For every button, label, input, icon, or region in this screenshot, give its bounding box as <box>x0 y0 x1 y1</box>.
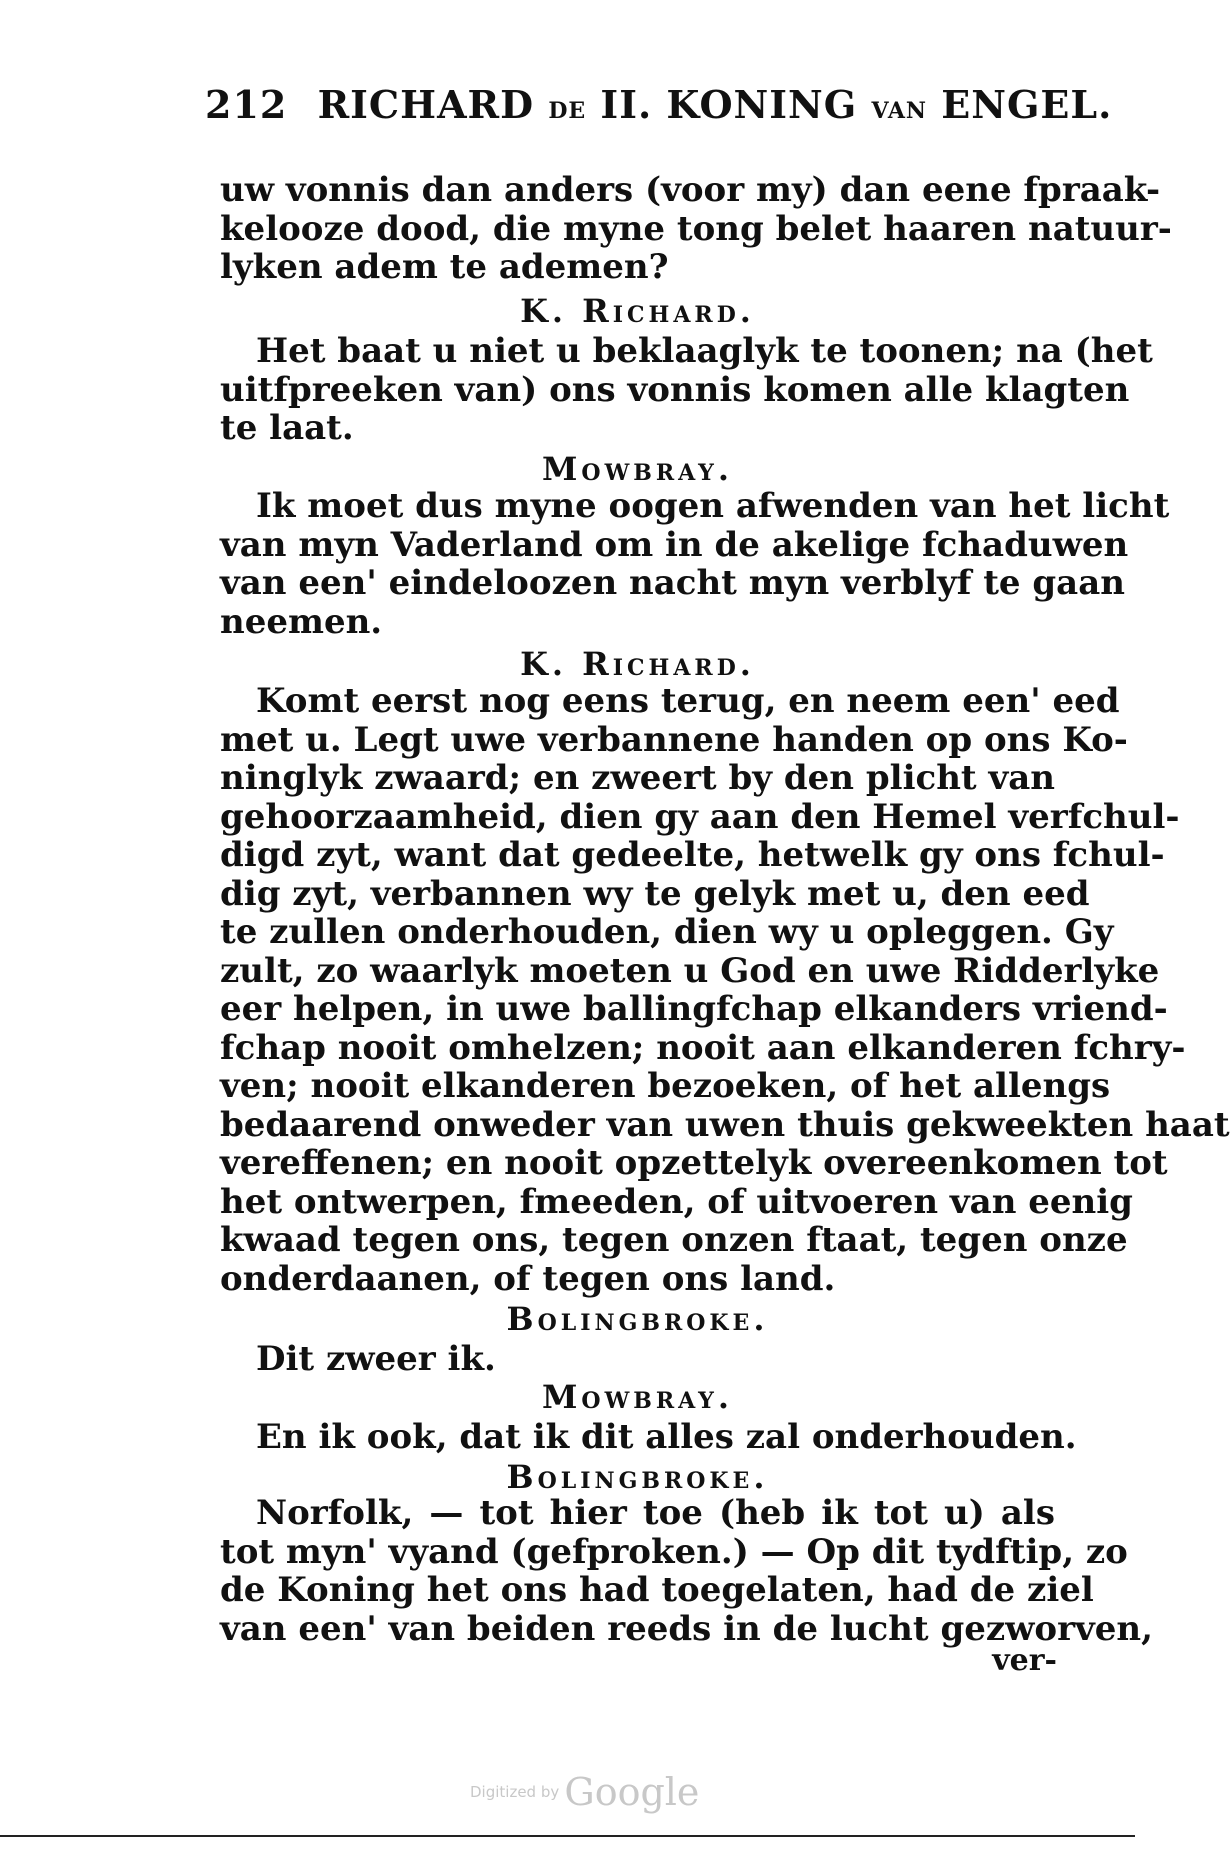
text-line: vereffenen; en nooit opzettelyk overeenkomen tot <box>220 1143 1168 1183</box>
text-line: kelooze dood, die myne tong belet haaren natuur- <box>220 208 1172 249</box>
text-line: Dit zweer ik. <box>256 1339 496 1379</box>
speaker-k-richard <box>220 292 1055 331</box>
speech-paragraph-2 <box>220 331 1153 448</box>
speaker-mowbray <box>220 1378 1055 1417</box>
speaker-bolingbroke <box>220 1300 1055 1339</box>
speech-paragraph-5 <box>220 1340 1055 1379</box>
text-line: bedaarend onweder van uwen thuis gekweekten haat <box>220 1104 1230 1145</box>
header-title-engel: ENGEL. <box>941 82 1113 127</box>
text-line: van een' eindeloozen nacht myn verblyf te gaan <box>220 563 1125 603</box>
text-line: Komt eerst nog eens terug, en neem een' eed <box>256 681 1120 721</box>
header-title-richard: RICHARD <box>317 82 535 127</box>
text-line: met u. Legt uwe verbannene handen op ons Ko- <box>220 719 1128 760</box>
text-line: kwaad tegen ons, tegen onzen ftaat, tegen onze <box>220 1220 1128 1260</box>
catchword: ver- <box>992 1643 1057 1678</box>
running-header <box>205 82 1113 130</box>
speaker-label: K. Richard. <box>520 292 755 330</box>
text-line: tot myn' vyand (gefproken.) — Op dit tydftip, zo <box>220 1531 1128 1572</box>
speaker-label: Mowbray. <box>542 1378 733 1416</box>
speech-paragraph-1 <box>220 170 1172 287</box>
text-line: van een' van beiden reeds in de lucht gezworven, <box>220 1608 1153 1649</box>
google-logo: Google <box>564 1770 700 1814</box>
text-line: zult, zo waarlyk moeten u God en uwe Ridderlyke <box>220 950 1160 991</box>
header-title-koning: II. KONING <box>600 82 858 127</box>
text-line: te laat. <box>220 408 354 448</box>
speaker-mowbray <box>220 450 1055 489</box>
text-line: Het baat u niet u beklaaglyk te toonen; na (het <box>256 331 1153 371</box>
speaker-label: Bolingbroke. <box>506 1458 769 1496</box>
page-number: 212 <box>205 82 288 127</box>
digitized-by-google-watermark <box>470 1770 699 1814</box>
speaker-label: K. Richard. <box>520 645 755 683</box>
text-line: fchap nooit omhelzen; nooit aan elkanderen fchry- <box>220 1027 1186 1068</box>
speech-paragraph-7 <box>220 1493 1153 1649</box>
text-line: van myn Vaderland om in de akelige fchaduwen <box>220 524 1129 565</box>
speaker-k-richard <box>220 645 1055 684</box>
text-line: neemen. <box>220 601 383 642</box>
header-title-van: VAN <box>871 98 928 124</box>
text-line: digd zyt, want dat gedeelte, hetwelk gy ons fchul- <box>220 835 1165 875</box>
text-line: uw vonnis dan anders (voor my) dan eene fpraak- <box>220 170 1161 210</box>
page-bottom-edge <box>0 1835 1135 1837</box>
text-line: Norfolk, — tot hier toe (heb ik tot u) als <box>256 1493 1055 1533</box>
text-line: gehoorzaamheid, dien gy aan den Hemel verfchul- <box>220 796 1180 837</box>
speech-paragraph-6 <box>220 1417 1077 1457</box>
text-line: uitfpreeken van) ons vonnis komen alle klagten <box>220 369 1130 410</box>
speaker-bolingbroke <box>220 1458 1055 1497</box>
text-line: te zullen onderhouden, dien wy u opleggen. Gy <box>220 912 1114 952</box>
speech-paragraph-4 <box>220 681 1230 1299</box>
speech-paragraph-3 <box>220 486 1170 642</box>
speaker-label: Bolingbroke. <box>506 1300 769 1338</box>
text-line: de Koning het ons had toegelaten, had de ziel <box>220 1570 1094 1610</box>
text-line: Ik moet dus myne oogen afwenden van het licht <box>256 486 1170 526</box>
watermark-prefix: Digitized by <box>470 1783 560 1801</box>
text-line: lyken adem te ademen? <box>220 247 669 287</box>
header-title-de: DE <box>548 98 587 124</box>
speaker-label: Mowbray. <box>542 450 733 488</box>
text-line: ninglyk zwaard; en zweert by den plicht van <box>220 758 1055 798</box>
text-line: En ik ook, dat ik dit alles zal onderhouden. <box>256 1417 1077 1457</box>
text-line: het ontwerpen, fmeeden, of uitvoeren van eenig <box>220 1181 1133 1222</box>
text-line: eer helpen, in uwe ballingfchap elkanders vriend- <box>220 989 1168 1029</box>
text-line: ven; nooit elkanderen bezoeken, of het allengs <box>220 1066 1111 1106</box>
text-line: dig zyt, verbannen wy te gelyk met u, den eed <box>220 873 1090 914</box>
text-line: onderdaanen, of tegen ons land. <box>220 1258 836 1299</box>
